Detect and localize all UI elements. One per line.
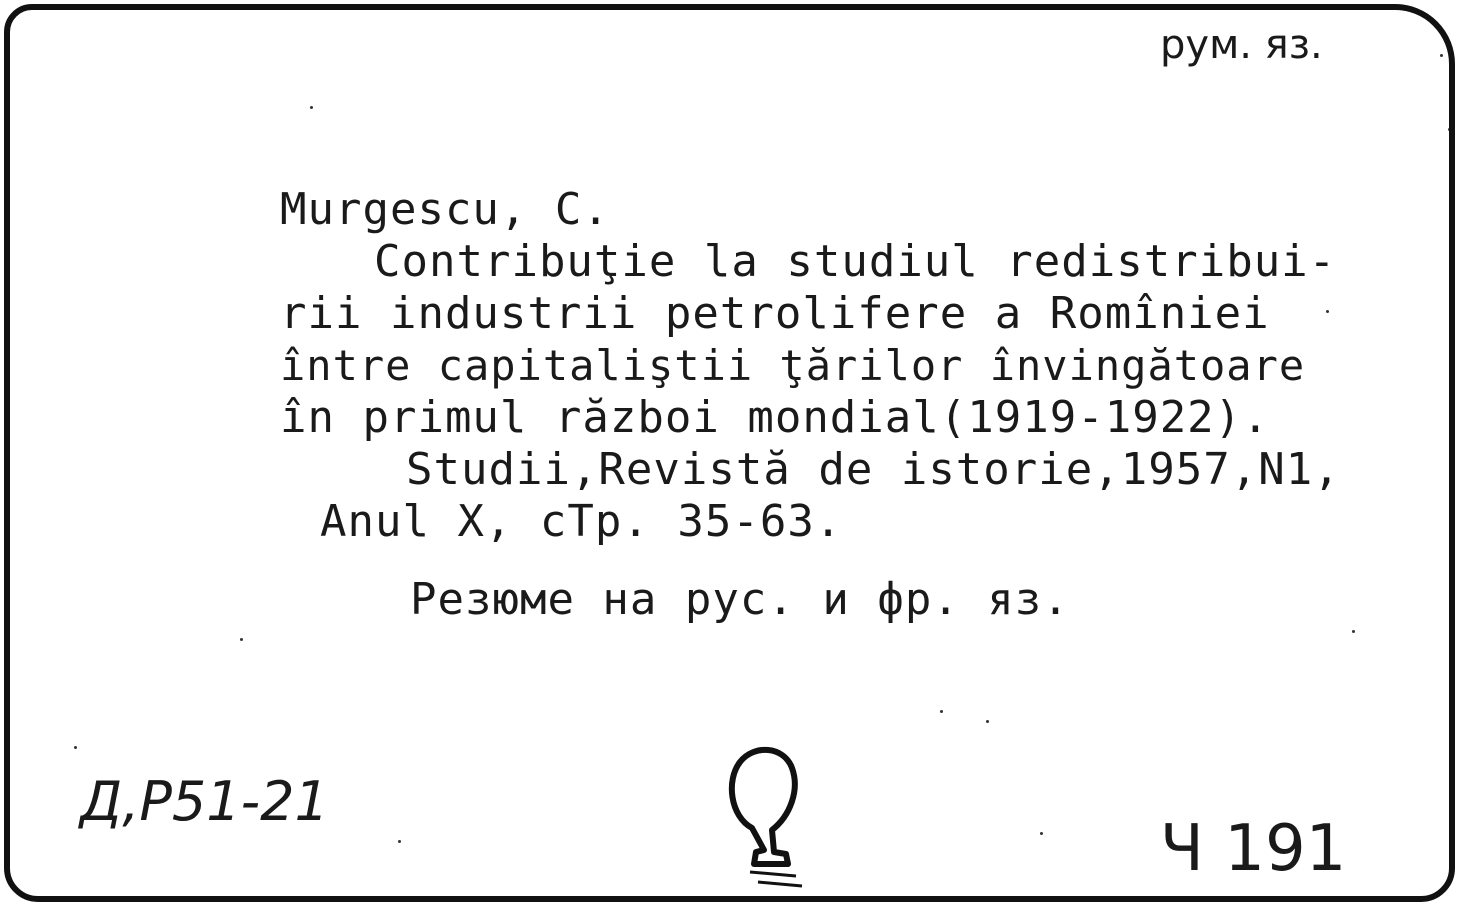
title-line: Contribuţie la studiul redistribui- xyxy=(374,236,1337,287)
catalog-card xyxy=(4,4,1455,902)
library-mark-icon xyxy=(710,736,820,896)
summary-note: Резюме на рус. и фр. яз. xyxy=(410,574,1070,625)
source-line: Studii,Revistă de istorie,1957,N1, xyxy=(406,444,1341,495)
source-line: Anul X, cTp. 35-63. xyxy=(320,496,843,547)
author-name: Murgescu, C. xyxy=(280,184,610,235)
language-note: рум. яз. xyxy=(1160,22,1323,68)
title-line: în primul război mondial(1919-1922). xyxy=(280,392,1270,443)
catalog-number: Ч 191 xyxy=(1160,812,1347,886)
title-line: rii industrii petrolifere a Romîniei xyxy=(280,288,1270,339)
shelfmark: Д,Р51-21 xyxy=(80,770,329,833)
title-line: între capitaliştii ţărilor învingătoare xyxy=(280,341,1306,390)
